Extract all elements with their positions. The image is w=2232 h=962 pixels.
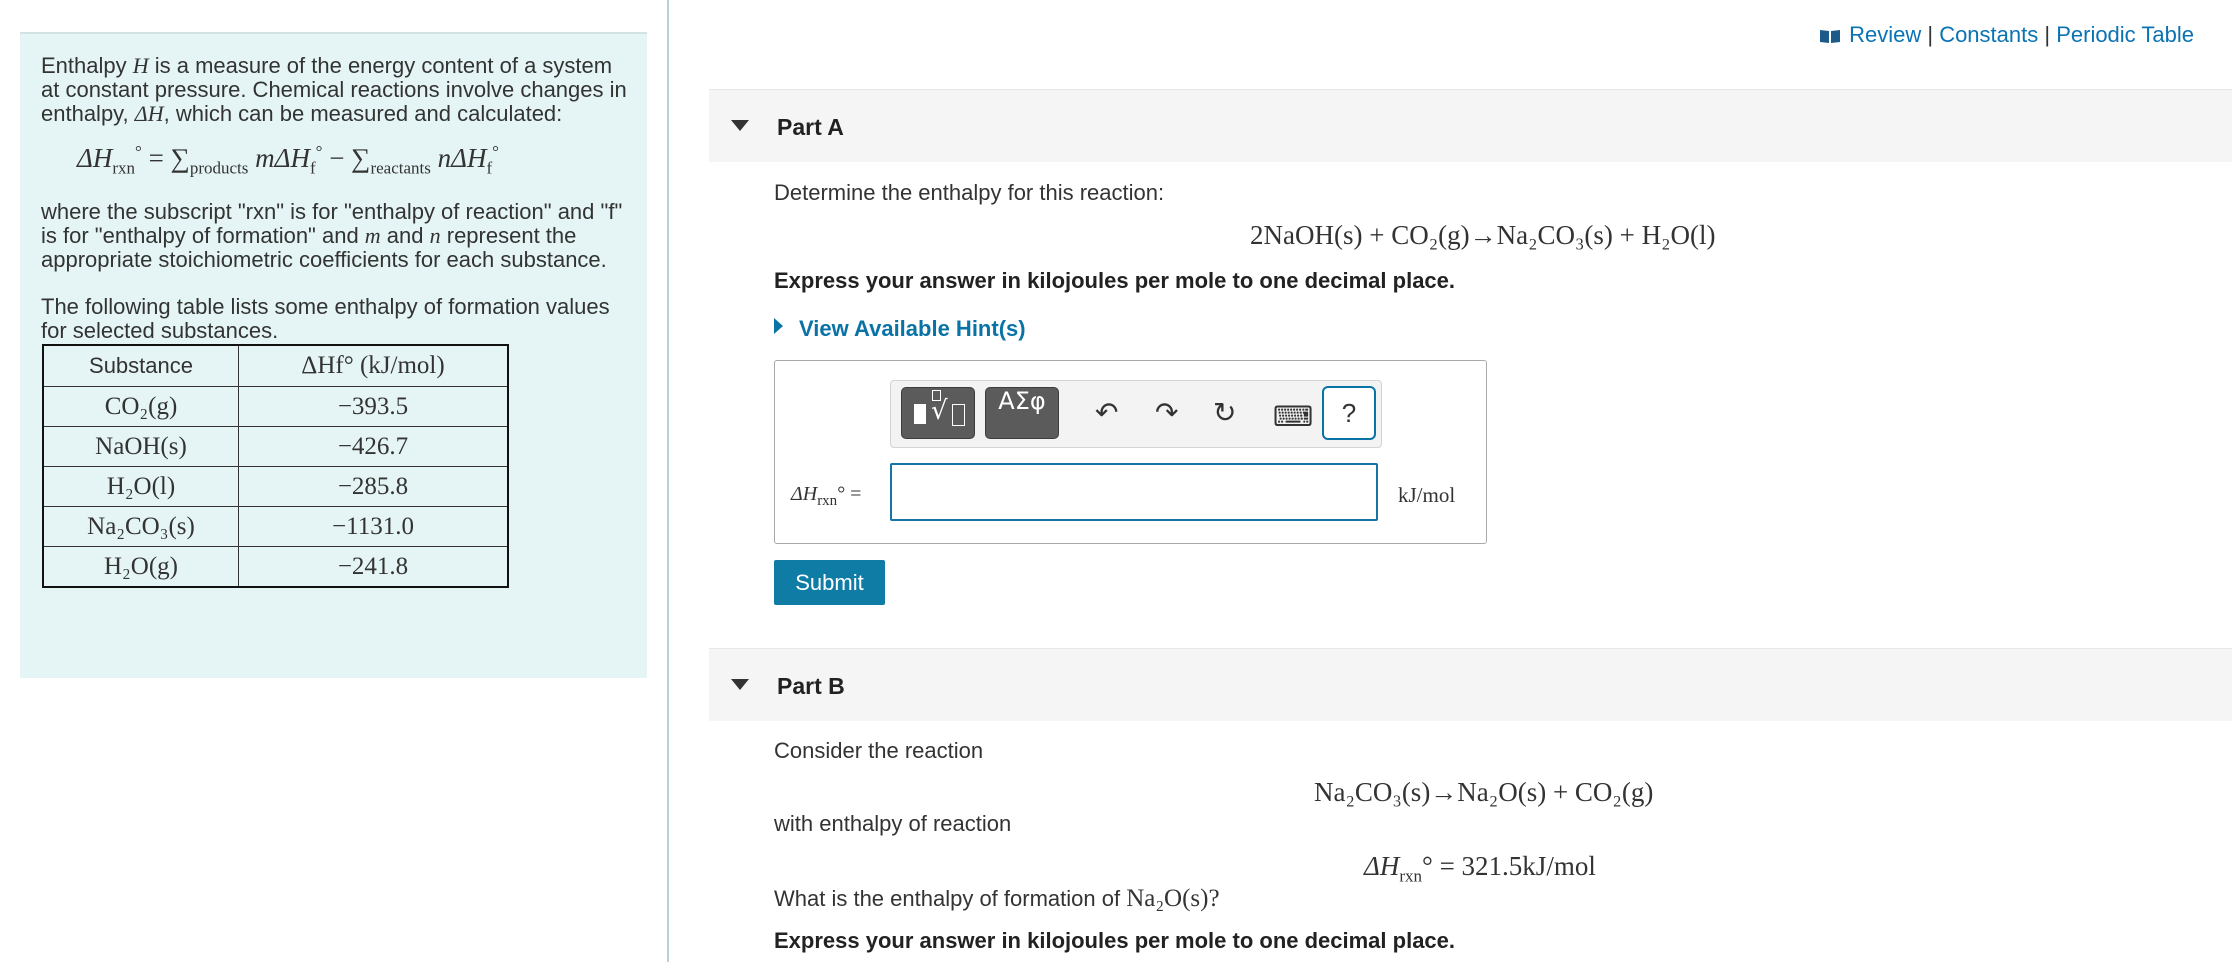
part-a-instruction: Express your answer in kilojoules per mole to one decimal place. [774, 268, 1456, 293]
part-a-header[interactable] [709, 89, 2232, 162]
reset-icon[interactable]: ↻ [1213, 397, 1237, 428]
link-separator: | [1921, 22, 1940, 47]
answer-unit: kJ/mol [1398, 483, 1456, 507]
template-block-icon [914, 404, 926, 424]
info-panel [20, 32, 647, 678]
answer-label: $\Delta H_{rxn}^\circ$ = [791, 483, 862, 509]
table-row [43, 387, 508, 427]
column-header-enthalpy: ΔHf° (kJ/mol) [239, 345, 509, 387]
enthalpy-cell: −241.8 [239, 547, 509, 588]
part-a-title: Part A [777, 114, 844, 140]
symbol-H: H [132, 53, 149, 78]
table-row [43, 547, 508, 588]
templates-button[interactable] [901, 387, 975, 439]
part-a-reaction: 2NaOH(s) + CO₂(g)→Na₂CO₃(s) + H₂O(l) [1250, 220, 1716, 250]
subscript-explanation: where the subscript "rxn" is for "enthalpy of reaction" and "f" is for "enthalpy of formation" and m and n represent the appropriate stoichiometric coefficients for each substance. [41, 199, 623, 272]
template-box-icon [952, 404, 965, 426]
part-b-prompt: Consider the reaction [774, 738, 984, 763]
column-header-substance: Substance [43, 345, 239, 387]
substance-cell: H₂O(l) [43, 467, 239, 507]
part-b-title: Part B [777, 673, 845, 699]
enthalpy-formula: $\Delta H_{rxn}^\circ = \sum_{products}$ $m\Delta H_f^\circ - \sum_{reactants}$ nΔH$_f$° [77, 142, 499, 178]
intro-text: Enthalpy [41, 53, 133, 78]
table-row [43, 507, 508, 547]
link-separator: | [2038, 22, 2057, 47]
part-b-question: What is the enthalpy of formation of Na₂O(s)? [774, 885, 1220, 912]
enthalpy-cell: −1131.0 [239, 507, 509, 547]
intro-text-3: , which can be measured and calculated: [163, 101, 563, 126]
part-b-with-text: with enthalpy of reaction [774, 811, 1012, 836]
intro-text-2: is a measure of the energy content of a system at constant pressure. Chemical reactions involve changes in enthalpy, [41, 53, 627, 126]
periodic-table-link[interactable]: Periodic Table [2056, 22, 2194, 47]
book-icon [1819, 24, 1841, 50]
table-row [43, 467, 508, 507]
part-b-instruction: Express your answer in kilojoules per mole to one decimal place. [774, 928, 1456, 953]
substance-cell: H₂O(g) [43, 547, 239, 588]
table-intro: The following table lists some enthalpy of formation values for selected substances. [41, 294, 610, 343]
enthalpy-table [42, 344, 509, 588]
enthalpy-cell: −285.8 [239, 467, 509, 507]
view-hints-link[interactable]: View Available Hint(s) [774, 316, 1026, 342]
part-a-prompt: Determine the enthalpy for this reaction: [774, 180, 1165, 205]
substance-cell: Na₂CO₃(s) [43, 507, 239, 547]
symbol-delta-H: ΔH [134, 101, 164, 126]
substance-cell: CO₂(g) [43, 387, 239, 427]
table-row [43, 427, 508, 467]
math-toolbar [890, 380, 1382, 448]
redo-icon[interactable]: ↷ [1155, 397, 1179, 428]
collapse-caret-icon[interactable] [731, 120, 749, 131]
undo-icon[interactable]: ↶ [1095, 397, 1119, 428]
enthalpy-cell: −426.7 [239, 427, 509, 467]
intro-paragraph [41, 54, 631, 126]
resource-links [1819, 22, 2194, 50]
part-b-enthalpy-of-reaction: $\Delta H_{rxn}^\circ = 321.5kJ/mol$ [1364, 851, 1596, 886]
expand-triangle-icon [774, 318, 783, 334]
constants-link[interactable]: Constants [1939, 22, 2039, 47]
substance-cell: NaOH(s) [43, 427, 239, 467]
enthalpy-cell: −393.5 [239, 387, 509, 427]
panel-divider [667, 0, 669, 962]
answer-input[interactable] [890, 463, 1378, 521]
collapse-caret-icon[interactable] [731, 679, 749, 690]
radical-icon: √ [931, 396, 948, 426]
review-link[interactable]: Review [1849, 22, 1922, 47]
part-b-header[interactable] [709, 648, 2232, 721]
help-button[interactable]: ? [1322, 386, 1376, 440]
keyboard-icon[interactable]: ⌨ [1273, 401, 1314, 432]
submit-button[interactable]: Submit [774, 560, 885, 605]
answer-box [774, 360, 1487, 544]
part-b-reaction: Na₂CO₃(s)→Na₂O(s) + CO₂(g) [1314, 777, 1654, 807]
table-header-row [43, 345, 508, 387]
greek-symbols-button[interactable]: ΑΣφ [985, 387, 1059, 439]
